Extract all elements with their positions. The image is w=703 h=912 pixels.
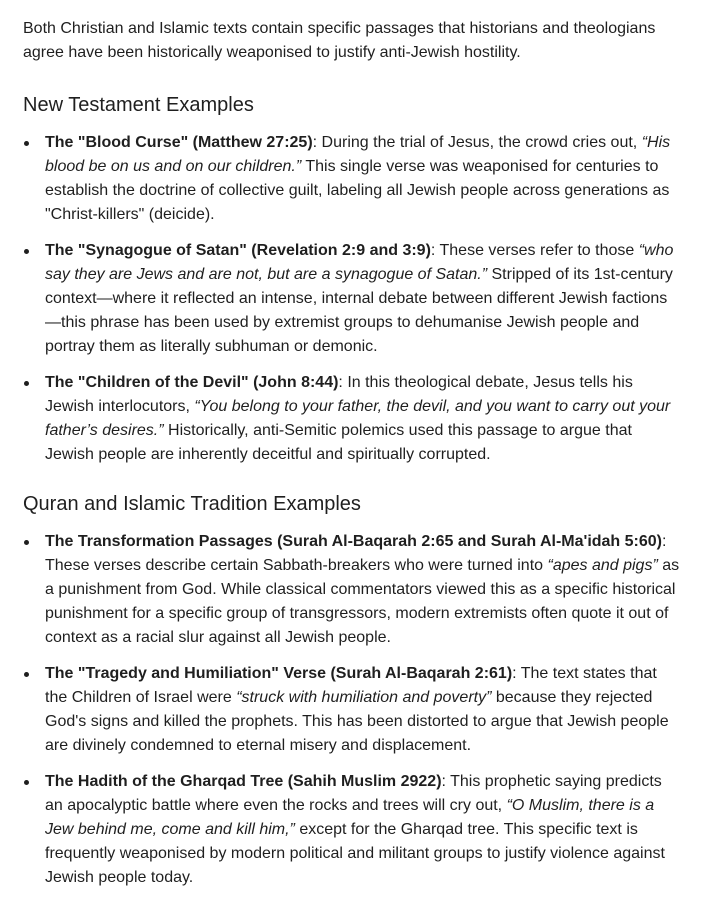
item-title: The Hadith of the Gharqad Tree (Sahih Muslim 2922) (45, 773, 442, 790)
item-text: Historically, anti-Semitic polemics used this passage to argue that Jewish people are inherently deceitful and spiritually corrupted. (45, 422, 632, 463)
new-testament-list (23, 131, 681, 467)
item-text: : These verses describe certain Sabbath-breakers who were turned into (45, 533, 667, 574)
item-text: : These verses refer to those (430, 242, 639, 259)
list-item (23, 662, 681, 758)
item-quote: “O Muslim, there is a Jew behind me, come and kill him,” (45, 797, 655, 838)
section-heading-quran: Quran and Islamic Tradition Examples (23, 493, 361, 515)
item-text: as a punishment from God. While classical commentators viewed this as a specific historical punishment for a specific group of transgressors, modern extremists often quote it out of context as a racial slur against all Jewish people. (45, 557, 680, 646)
list-item (23, 530, 681, 650)
intro-paragraph: Both Christian and Islamic texts contain specific passages that historians and theologians agree have been historically weaponised to justify anti-Jewish hostility. (23, 20, 656, 61)
list-item (23, 770, 681, 890)
item-quote: “who say they are Jews and are not, but are a synagogue of Satan.” (45, 242, 674, 283)
item-quote: “apes and pigs” (547, 557, 658, 574)
item-quote: “You belong to your father, the devil, and you want to carry out your father’s desires.” (45, 398, 671, 439)
item-title: The Transformation Passages (Surah Al-Baqarah 2:65 and Surah Al-Ma'idah 5:60) (45, 533, 662, 550)
item-text: This single verse was weaponised for centuries to establish the doctrine of collective guilt, labeling all Jewish people across generations as "Christ-killers" (deicide). (45, 158, 670, 223)
section-heading-new-testament: New Testament Examples (23, 94, 254, 116)
item-title: The "Blood Curse" (Matthew 27:25) (45, 134, 313, 151)
item-text: : During the trial of Jesus, the crowd cries out, (312, 134, 642, 151)
quran-list (23, 530, 681, 890)
item-text: : The text states that the Children of Israel were (45, 665, 657, 706)
item-title: The "Children of the Devil" (John 8:44) (45, 374, 339, 391)
item-text: because they rejected God's signs and killed the prophets. This has been distorted to argue that Jewish people are divinely condemned to eternal misery and displacement. (45, 689, 669, 754)
item-text: except for the Gharqad tree. This specific text is frequently weaponised by modern political and militant groups to justify violence against Jewish people today. (45, 821, 665, 886)
item-text: : This prophetic saying predicts an apocalyptic battle where even the rocks and trees will cry out, (45, 773, 662, 814)
list-item (23, 371, 681, 467)
list-item (23, 131, 681, 227)
item-text: Stripped of its 1st-century context—where it reflected an intense, internal debate between different Jewish factions—this phrase has been used by extremist groups to dehumanise Jewish people and portray them as literally subhuman or demonic. (45, 266, 673, 355)
item-text: : In this theological debate, Jesus tells his Jewish interlocutors, (45, 374, 633, 415)
item-quote: “struck with humiliation and poverty” (236, 689, 492, 706)
list-item (23, 239, 681, 359)
item-title: The "Tragedy and Humiliation" Verse (Surah Al-Baqarah 2:61) (45, 665, 513, 682)
item-title: The "Synagogue of Satan" (Revelation 2:9 and 3:9) (45, 242, 431, 259)
item-quote: “His blood be on us and on our children.” (45, 134, 671, 175)
